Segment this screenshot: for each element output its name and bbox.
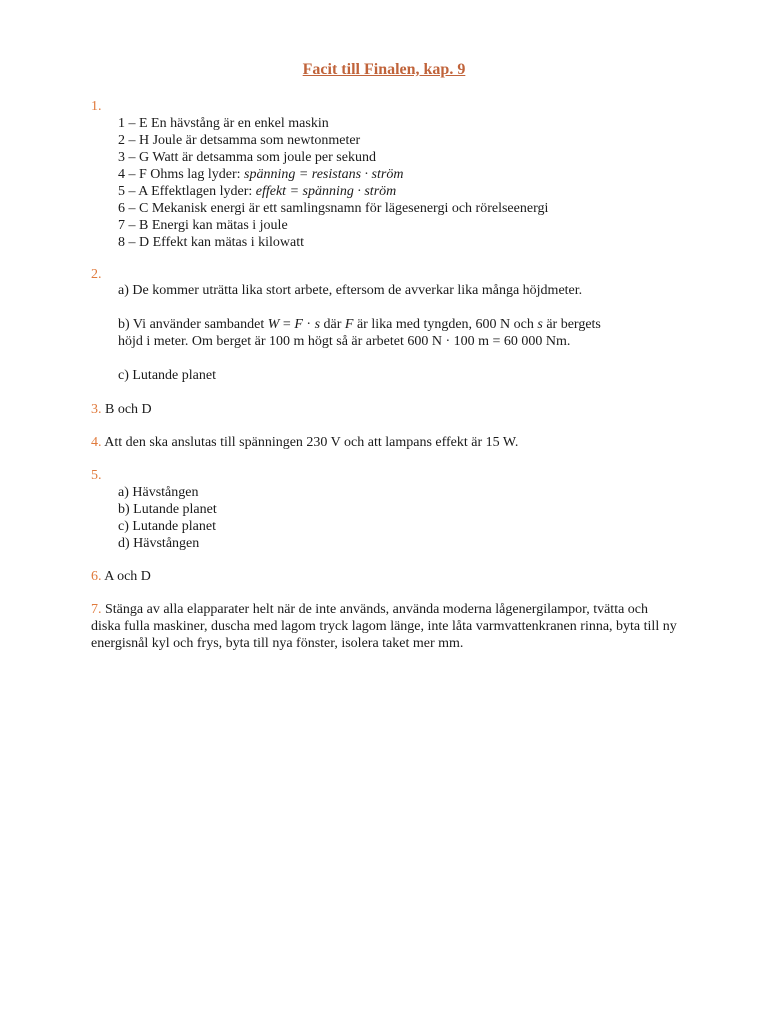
answer-line: 3 – G Watt är detsamma som joule per sekund <box>118 150 376 165</box>
answer-line: 8 – D Effekt kan mätas i kilowatt <box>118 235 304 250</box>
question-6: 6. A och D <box>91 569 151 584</box>
page-title: Facit till Finalen, kap. 9 <box>302 61 466 78</box>
answer-line: a) Hävstången <box>118 485 199 500</box>
answer-text: Stänga av alla elapparater helt när de inte används, använda moderna lågenergilampor, tvätta och diska fulla maskiner, duscha med lagom tryck lagom länge, inte låta varmvattenkranen rinna, byta till ny energisnål kyl och frys, byta till nya fönster, isolera taket mer mm. <box>91 602 677 651</box>
answer-line: 7 – B Energi kan mätas i joule <box>118 218 288 233</box>
question-2-answer-a: a) De kommer uträtta lika stort arbete, eftersom de avverkar lika många höjdmeter. <box>118 283 583 298</box>
answer-line: 5 – A Effektlagen lyder: effekt = spänning · ström <box>118 184 397 199</box>
answer-text: B och D <box>105 402 152 417</box>
answer-line: 6 – C Mekanisk energi är ett samlingsnamn för lägesenergi och rörelseenergi <box>118 201 549 216</box>
answer-line: 2 – H Joule är detsamma som newtonmeter <box>118 133 361 148</box>
question-5-answers <box>118 484 678 552</box>
answer-line: 4 – F Ohms lag lyder: spänning = resistans · ström <box>118 167 404 182</box>
question-2-number: 2. <box>91 267 102 282</box>
question-1-number: 1. <box>91 99 102 114</box>
question-7: 7. Stänga av alla elapparater helt när de inte används, använda moderna lågenergilampor, tvätta och diska fulla maskiner, duscha med lagom tryck lagom länge, inte låta varmvattenkranen rinna, byta till ny energisnål kyl och frys, byta till nya fönster, isolera taket mer mm. <box>91 602 677 651</box>
question-5-number: 5. <box>91 468 102 483</box>
answer-line: 1 – E En hävstång är en enkel maskin <box>118 116 329 131</box>
answer-text: A och D <box>104 569 151 584</box>
answer-line: d) Hävstången <box>118 536 200 551</box>
answer-line: c) Lutande planet <box>118 519 216 534</box>
question-4: 4. Att den ska anslutas till spänningen 230 V och att lampans effekt är 15 W. <box>91 435 519 450</box>
answer-text: Att den ska anslutas till spänningen 230 V och att lampans effekt är 15 W. <box>104 435 519 450</box>
question-2-answer-c: c) Lutande planet <box>118 368 216 383</box>
question-2-answer-b: b) Vi använder sambandet W = F · s där F är lika med tyngden, 600 N och s är bergets höjd i meter. Om berget är 100 m högt så är arbetet 600 N · 100 m = 60 000 Nm. <box>118 317 601 349</box>
answer-line: b) Lutande planet <box>118 502 217 517</box>
question-3: 3. B och D <box>91 402 152 417</box>
question-1-answers <box>118 115 678 251</box>
